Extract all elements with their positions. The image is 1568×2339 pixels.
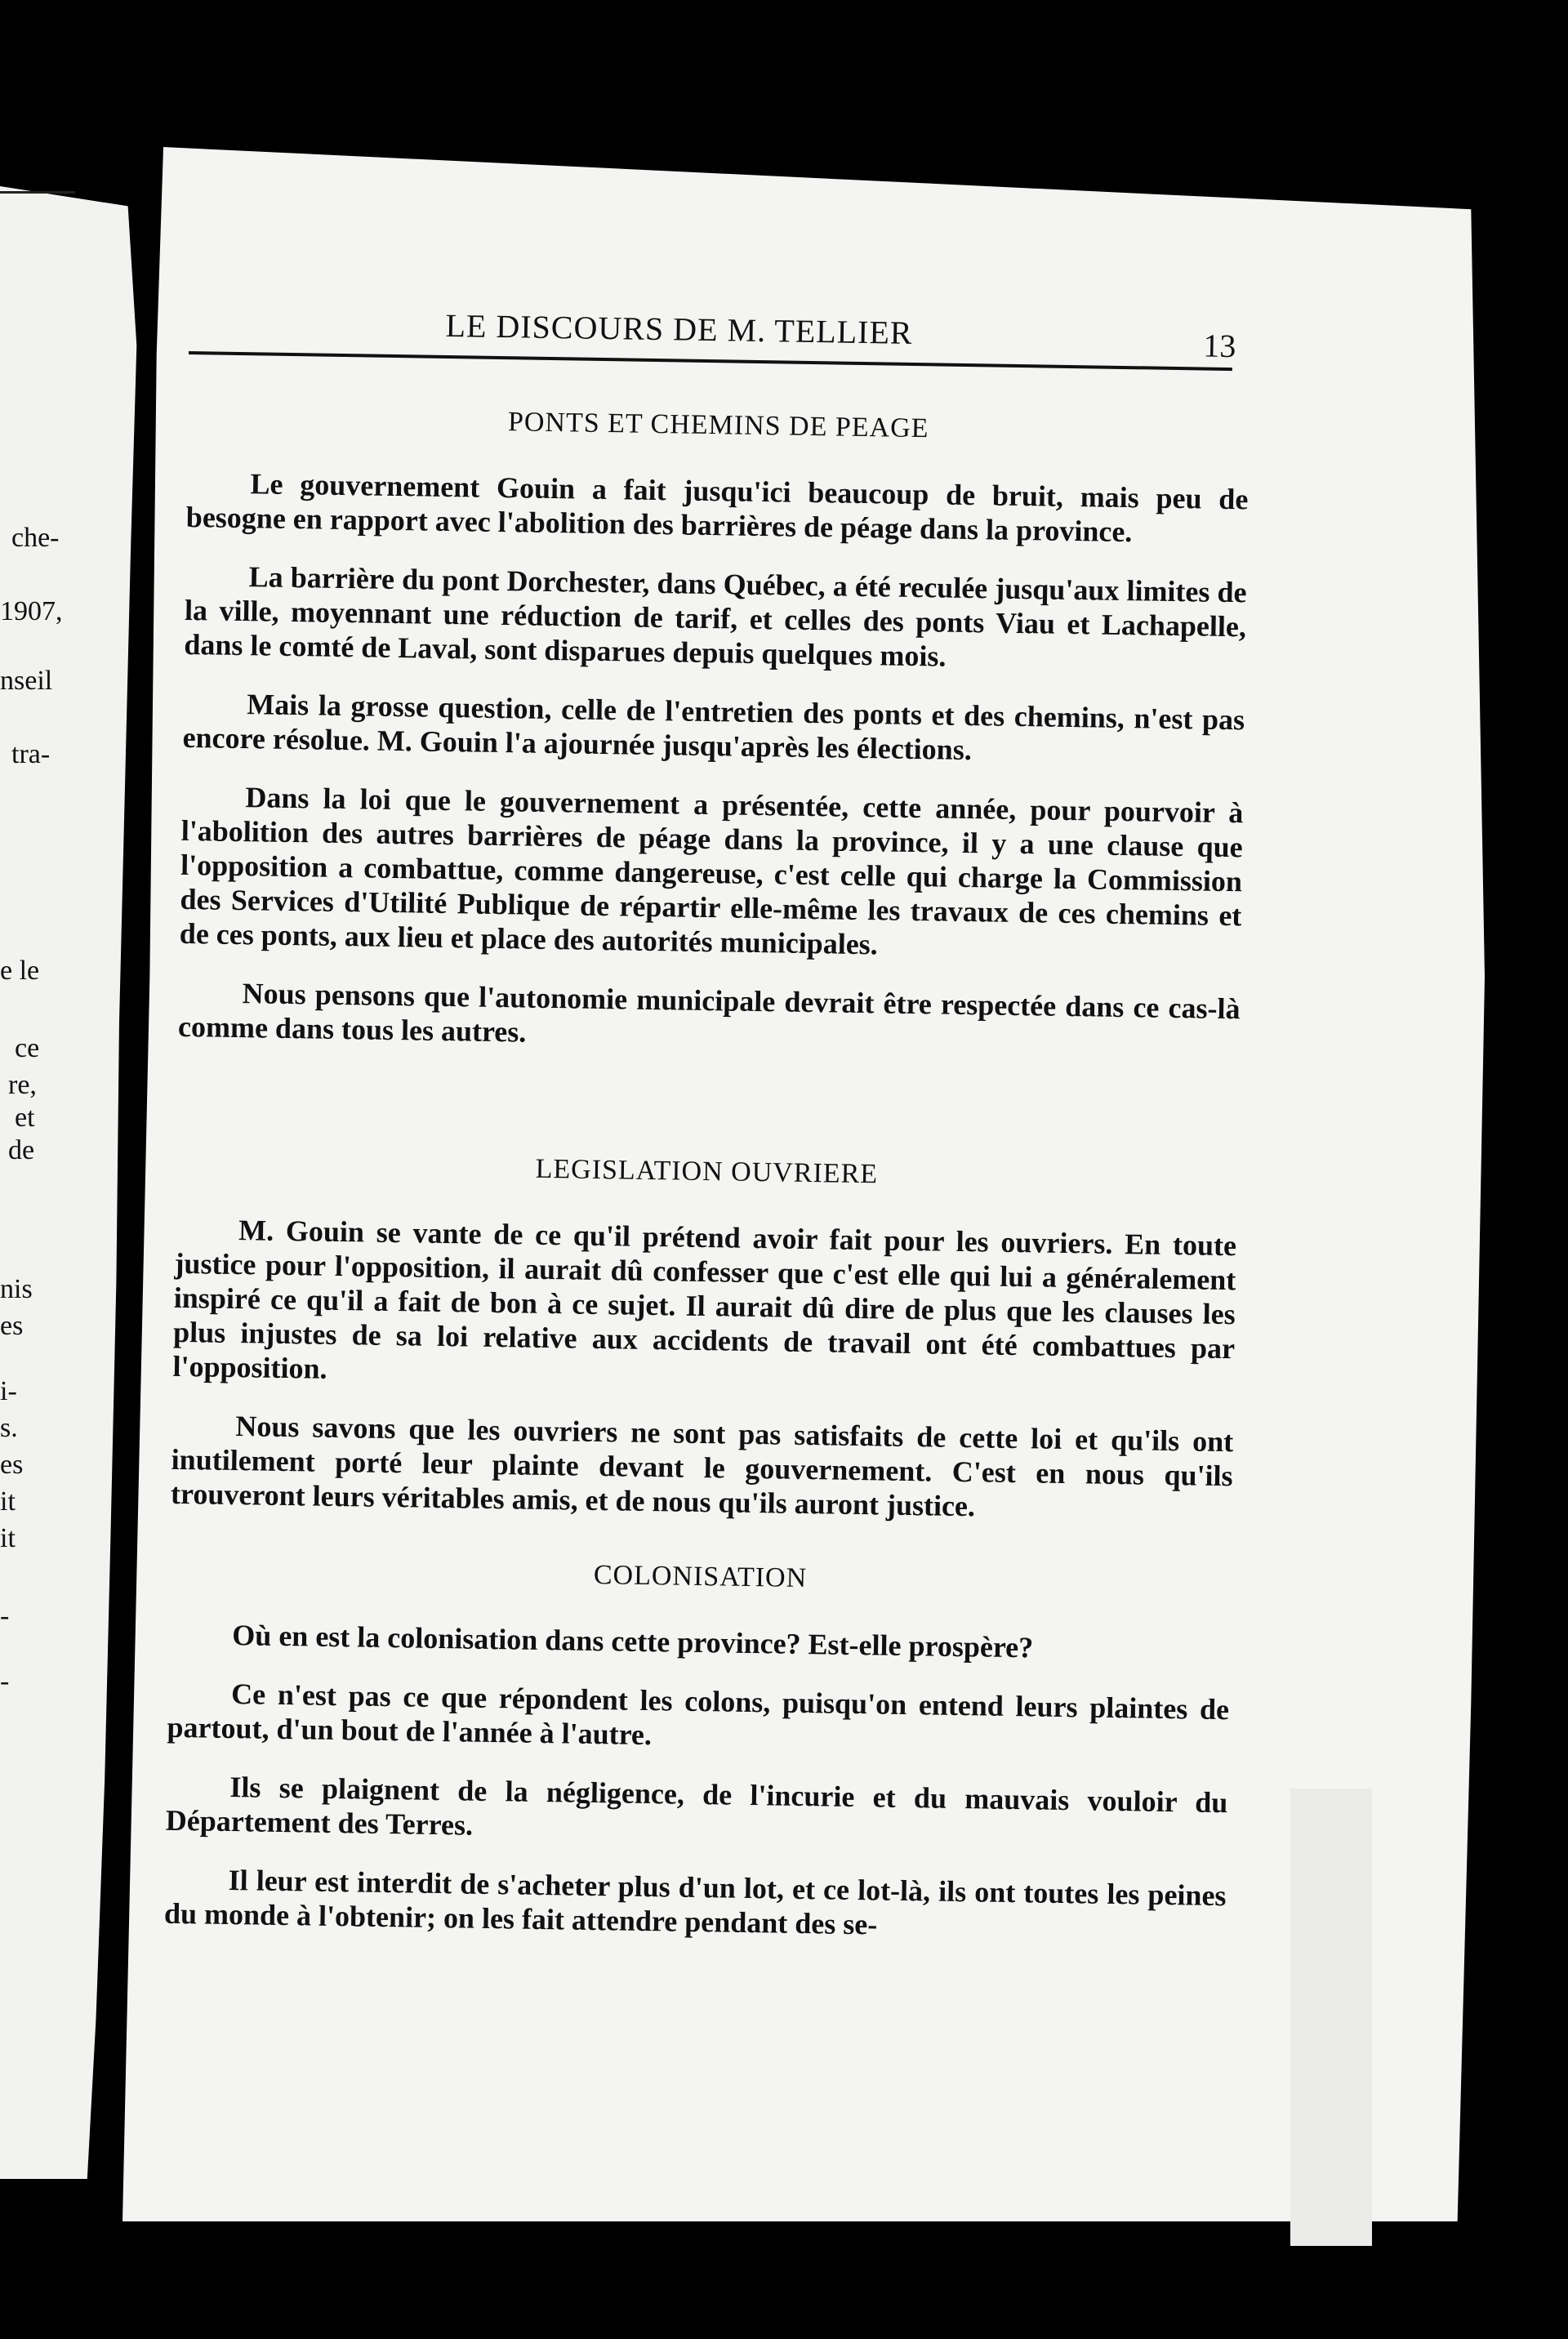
left-fragment-text: tra- — [11, 739, 51, 769]
left-fragment-text: de — [8, 1135, 35, 1165]
running-title: LE DISCOURS DE M. TELLIER — [445, 306, 913, 351]
paragraph: Le gouvernement Gouin a fait jusqu'ici beaucoup de bruit, mais peu de besogne en rapport avec l'abolition des barrières de péage dans la province. — [185, 467, 1249, 549]
left-fragment-text: it — [0, 1486, 16, 1517]
left-fragment-text: it — [0, 1523, 16, 1553]
left-fragment-text: 1907, — [0, 596, 63, 626]
left-fragment-text: - — [0, 1601, 10, 1631]
page-number: 13 — [1202, 327, 1236, 365]
left-fragment-text: - — [0, 1666, 10, 1696]
paragraph: Il leur est interdit de s'acheter plus d'un lot, et ce lot-là, ils ont toutes les peines du monde à l'obtenir; on les fait attendre pendant des se- — [163, 1863, 1227, 1941]
paragraph: Mais la grosse question, celle de l'entretien des ponts et des chemins, n'est pas encore résolue. M. Gouin l'a ajournée jusqu'après les élections. — [182, 688, 1245, 767]
paragraph: Dans la loi que le gouvernement a présentée, cette année, pour pourvoir à l'abolition des autres barrières de péage dans la province, il y a une clause que l'opposition a combattue, comme dangereuse, c'est celle qui charge la Commission des Services d'Utilité Publique de répartir elle-même les travaux de ces chemins et de ces ponts, aux lieu et place des autorités municipales. — [179, 781, 1244, 961]
left-fragment-text: et — [15, 1103, 35, 1133]
left-fragment-text: che- — [11, 523, 60, 553]
section-tolls — [178, 402, 1250, 1060]
page-edge — [1290, 1789, 1372, 2246]
left-page-fragment — [0, 186, 145, 2179]
paragraph: La barrière du pont Dorchester, dans Québec, a été reculée jusqu'aux limites de la ville, moyennant une réduction de tarif, et celles des ponts Viau et Lachapelle, dans le comté de Laval, sont disparues depuis quelques mois. — [184, 560, 1247, 673]
page-content — [163, 302, 1251, 1971]
left-fragment-text: i- — [0, 1376, 17, 1406]
left-fragment-text: re, — [8, 1070, 37, 1100]
left-fragment-text: es — [0, 1450, 24, 1480]
section-heading: COLONISATION — [593, 1559, 808, 1594]
left-fragment-text: es — [0, 1311, 24, 1341]
paragraph: M. Gouin se vante de ce qu'il prétend avoir fait pour les ouvriers. En toute justice pour l'opposition, il aurait dû confesser que c'est elle qui lui a généralement inspiré ce qu'il a fait de bon à ce sujet. Il aurait dû dire de plus que les clauses les plus injustes de sa loi relative aux accidents de travail ont été combattues par l'opposition. — [172, 1214, 1237, 1385]
section-colonisation — [164, 1553, 1232, 1947]
left-fragment-text: nis — [0, 1274, 33, 1304]
paragraph: Ils se plaignent de la négligence, de l'incurie et du mauvais vouloir du Département des Terres. — [165, 1771, 1228, 1842]
section-heading: LEGISLATION OUVRIERE — [535, 1153, 879, 1190]
left-fragment-text: e le — [0, 956, 40, 986]
paragraph: Nous pensons que l'autonomie municipale devrait être respectée dans ce cas-là comme dans tous les autres. — [177, 977, 1241, 1049]
section-heading: PONTS ET CHEMINS DE PEAGE — [507, 407, 929, 444]
section-labour — [171, 1148, 1238, 1527]
left-fragment-text: s. — [0, 1413, 18, 1443]
paragraph: Nous savons que les ouvriers ne sont pas satisfaits de cette loi et qu'ils ont inutilement porté leur plainte devant le gouvernement. C'est en nous qu'ils trouveront leurs véritables amis, et de nous qu'ils auront justice. — [170, 1410, 1234, 1523]
left-fragment-text: ce — [15, 1033, 40, 1063]
left-fragment-text: nseil — [0, 666, 53, 696]
left-page-rule — [0, 191, 75, 194]
paragraph: Ce n'est pas ce que répondent les colons, puisqu'on entend leurs plaintes de partout, d'un bout de l'année à l'autre. — [167, 1677, 1230, 1752]
paragraph: Où en est la colonisation dans cette province? Est-elle prospère? — [232, 1619, 1034, 1664]
